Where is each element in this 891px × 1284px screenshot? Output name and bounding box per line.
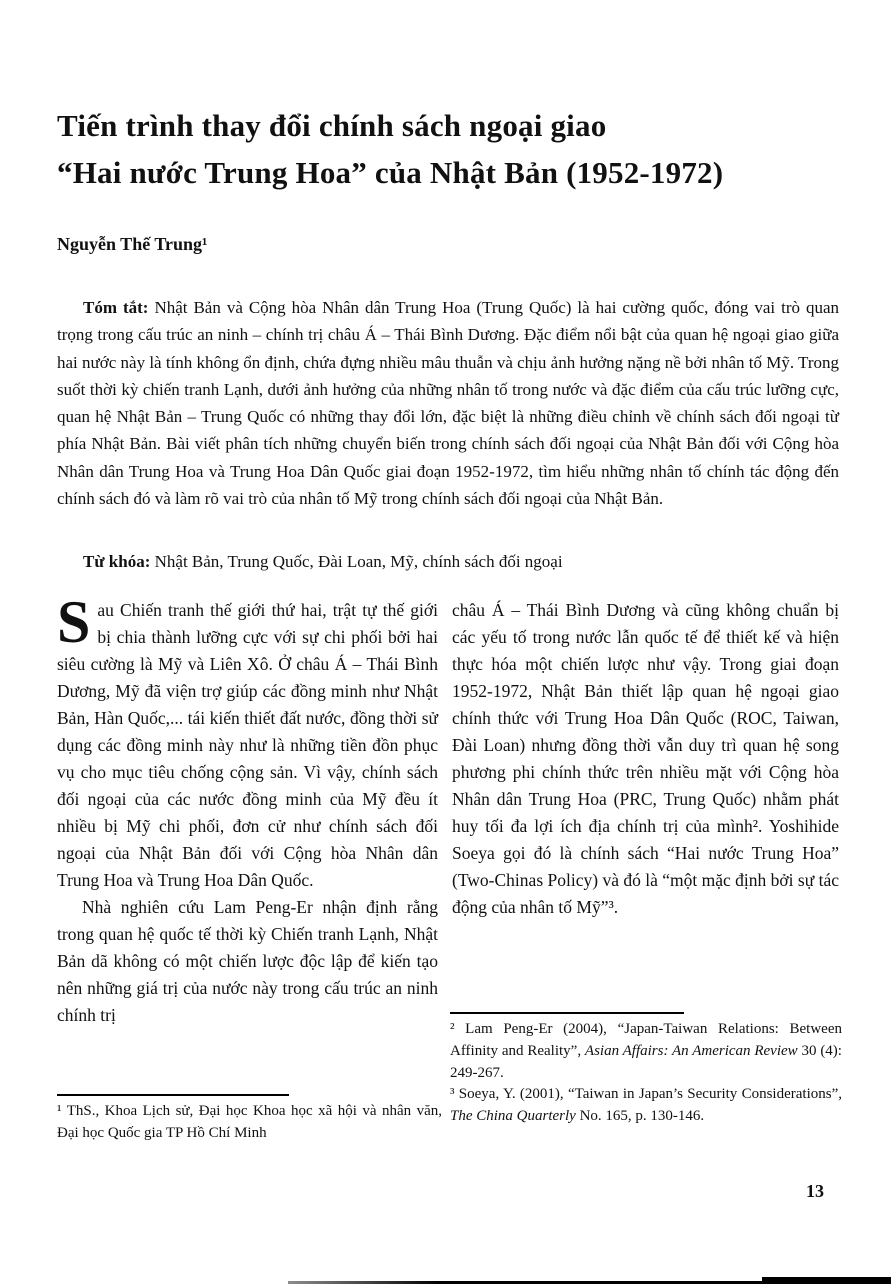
footnote-separator-right	[450, 1012, 684, 1014]
paragraph-lam-peng-er: Nhà nghiên cứu Lam Peng-Er nhận định rằng trong quan hệ quốc tế thời kỳ Chiến tranh Lạnh, Nhật Bản dã không có một chiến lược độc lập để kiến tạo nên những giá trị của nước này trong cấu trúc an ninh chính trị	[57, 897, 438, 1025]
paragraph-continuation: châu Á – Thái Bình Dương và cũng không chuẩn bị các yếu tố trong nước lẫn quốc tế để thiết kế và hiện thực hóa một chiến lược như vậy. Trong giai đoạn 1952-1972, Nhật Bản thiết lập quan hệ ngoại giao chính thức với Trung Hoa Dân Quốc (ROC, Taiwan, Đài Loan) nhưng đồng thời vẫn duy trì quan hệ song phương phi chính thức trên nhiều mặt với Cộng hòa Nhân dân Trung Hoa (PRC, Trung Quốc) nhằm phát huy tối đa lợi ích địa chính trị của mình². Yoshihide Soeya gọi đó là chính sách “Hai nước Trung Hoa” (Two-Chinas Policy) và đó là “một mặc định bởi sự tác động của nhân tố Mỹ”³.	[452, 600, 839, 917]
abstract-text: Nhật Bản và Cộng hòa Nhân dân Trung Hoa (Trung Quốc) là hai cường quốc, đóng vai trò quan trọng trong cấu trúc an ninh – chính trị châu Á – Thái Bình Dương. Đặc điểm nổi bật của quan hệ ngoại giao giữa hai nước này là tính không ổn định, chứa đựng nhiều mâu thuẫn và chịu ảnh hưởng nặng nề bởi nhân tố Mỹ. Trong suốt thời kỳ chiến tranh Lạnh, dưới ảnh hưởng của những nhân tố trong nước và đặc điểm của cấu trúc lưỡng cực, quan hệ Nhật Bản – Trung Quốc có những thay đổi lớn, đặc biệt là những điều chỉnh về chính sách đối ngoại từ phía Nhật Bản. Bài viết phân tích những chuyển biến trong chính sách đối ngoại của Nhật Bản đối với Cộng hòa Nhân dân Trung Hoa và Trung Hoa Dân Quốc giai đoạn 1952-1972, tìm hiểu những nhân tố chính tác động đến chính sách đó và làm rõ vai trò của nhân tố Mỹ trong chính sách đối ngoại của Nhật Bản.	[57, 298, 840, 509]
paragraph-intro-text: au Chiến tranh thế giới thứ hai, trật tự thế giới bị chia thành lưỡng cực với sự chi phối bởi hai siêu cường là Mỹ và Liên Xô. Ở châu Á – Thái Bình Dương, Mỹ đã viện trợ giúp các đồng minh như Nhật Bản, Hàn Quốc,... tái kiến thiết đất nước, đồng thời sử dụng các đồng minh này như là những tiền đồn phục vụ cho mục tiêu chống cộng sản. Vì vậy, chính sách đối ngoại của các nước đồng minh của Mỹ đều ít nhiều bị Mỹ chi phối, đơn cử như chính sách đối ngoại của Nhật Bản đối với Cộng hòa Nhân dân Trung Hoa và Trung Hoa Dân Quốc.	[57, 600, 438, 890]
page-title	[57, 102, 847, 196]
keywords-label: Từ khóa:	[83, 552, 151, 571]
footnotes-left	[57, 1094, 442, 1145]
title-line-1: Tiến trình thay đổi chính sách ngoại giao	[57, 108, 607, 143]
body-column-right	[452, 597, 839, 921]
footnote-separator-left	[57, 1094, 289, 1096]
page-number: 13	[806, 1181, 824, 1201]
footnotes-right	[450, 1012, 842, 1128]
scan-artifact-bar-thick	[762, 1277, 891, 1284]
dropcap-letter: S	[57, 589, 91, 655]
footnote-2: ² Lam Peng-Er (2004), “Japan-Taiwan Relations: Between Affinity and Reality”, Asian Affairs: An American Review 30 (4): 249-267.	[450, 1021, 842, 1081]
abstract-paragraph	[57, 294, 839, 512]
footnote-1: ¹ ThS., Khoa Lịch sử, Đại học Khoa học xã hội và nhân văn, Đại học Quốc gia TP Hồ Chí Minh	[57, 1103, 442, 1141]
abstract-label: Tóm tắt:	[83, 298, 149, 317]
title-line-2: “Hai nước Trung Hoa” của Nhật Bản (1952-1972)	[57, 155, 724, 190]
footnote-3: ³ Soeya, Y. (2001), “Taiwan in Japan’s Security Considerations”, The China Quarterly No. 165, p. 130-146.	[450, 1086, 842, 1125]
keywords-line	[57, 548, 839, 575]
paragraph-intro	[57, 589, 438, 894]
body-column-left	[57, 589, 438, 1029]
keywords-text: Nhật Bản, Trung Quốc, Đài Loan, Mỹ, chính sách đối ngoại	[150, 552, 563, 571]
author-name: Nguyễn Thế Trung¹	[57, 234, 208, 254]
